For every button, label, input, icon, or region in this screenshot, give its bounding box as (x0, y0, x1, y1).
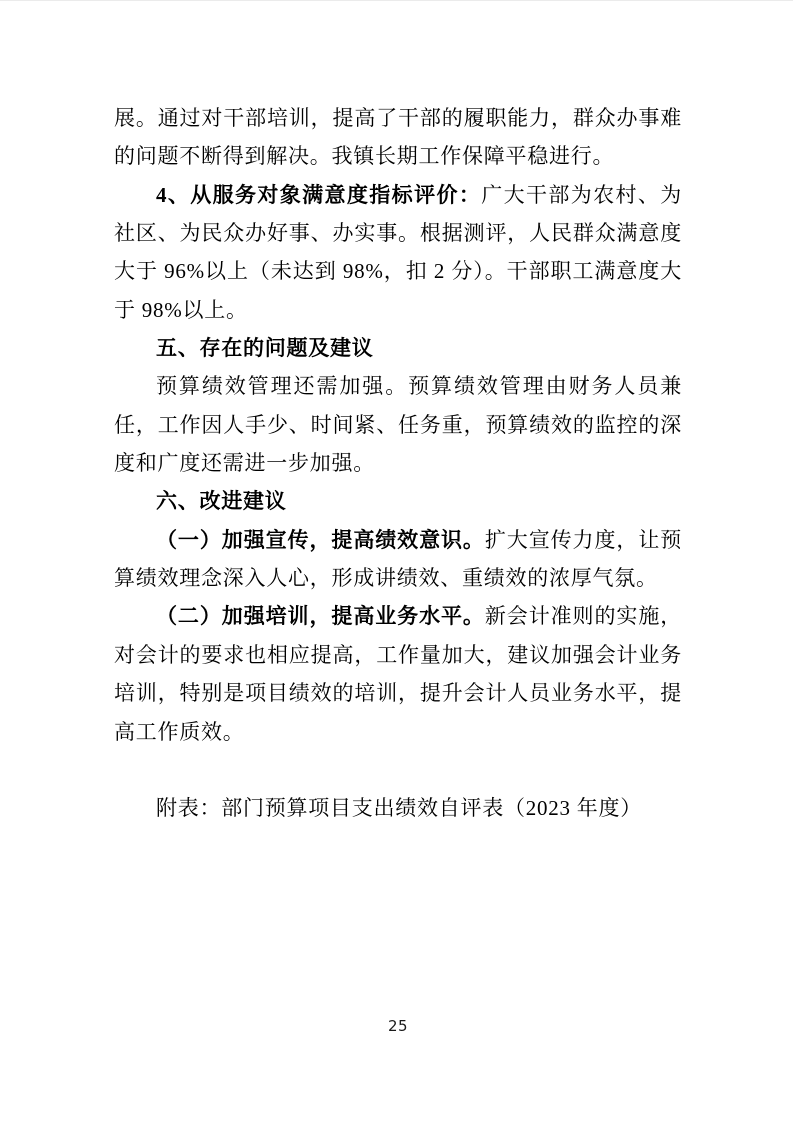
text-segment: 新会计准则的实施，对会计的要求也相应提高，工作量加大，建议加强会计业务培训，特别是项目绩效的培训，提升会计人员业务水平，提高工作质效。 (114, 604, 682, 744)
paragraph-sub-point-2 (114, 597, 682, 750)
attachment-note (114, 789, 682, 827)
text-segment: 附表：部门预算项目支出绩效自评表（2023 年度） (156, 796, 642, 821)
page-top-edge (0, 0, 793, 1)
text-segment: 扩大宣传力度，让预算绩效理念深入人心，形成讲绩效、重绩效的浓厚气氛。 (114, 527, 682, 591)
paragraph-numbered-point-4 (114, 176, 682, 329)
document-body (114, 99, 682, 828)
text-segment: 展。通过对干部培训，提高了干部的履职能力，群众办事难的问题不断得到解决。我镇长期工作保障平稳进行。 (114, 106, 682, 169)
bold-segment: （一）加强宣传，提高绩效意识。 (156, 527, 485, 552)
section-heading-5 (114, 329, 682, 367)
section-heading-6 (114, 482, 682, 520)
paragraph-body (114, 367, 682, 482)
page-number: 25 (387, 1017, 409, 1035)
bold-segment: （二）加强培训，提高业务水平。 (156, 604, 485, 629)
paragraph-sub-point-1 (114, 521, 682, 598)
text-segment: 预算绩效管理还需加强。预算绩效管理由财务人员兼任，工作因人手少、时间紧、任务重，预算绩效的监控的深度和广度还需进一步加强。 (114, 374, 682, 476)
text-segment: 广大干部为农村、为社区、为民众办好事、办实事。根据测评，人民群众满意度大于 96%以上（未达到 98%，扣 2 分）。干部职工满意度大于 98%以上。 (114, 182, 683, 322)
heading-segment: 五、存在的问题及建议 (156, 336, 374, 361)
heading-segment: 六、改进建议 (156, 489, 287, 514)
paragraph-body-continuation (114, 99, 682, 176)
bold-segment: 4、从服务对象满意度指标评价： (156, 182, 482, 207)
